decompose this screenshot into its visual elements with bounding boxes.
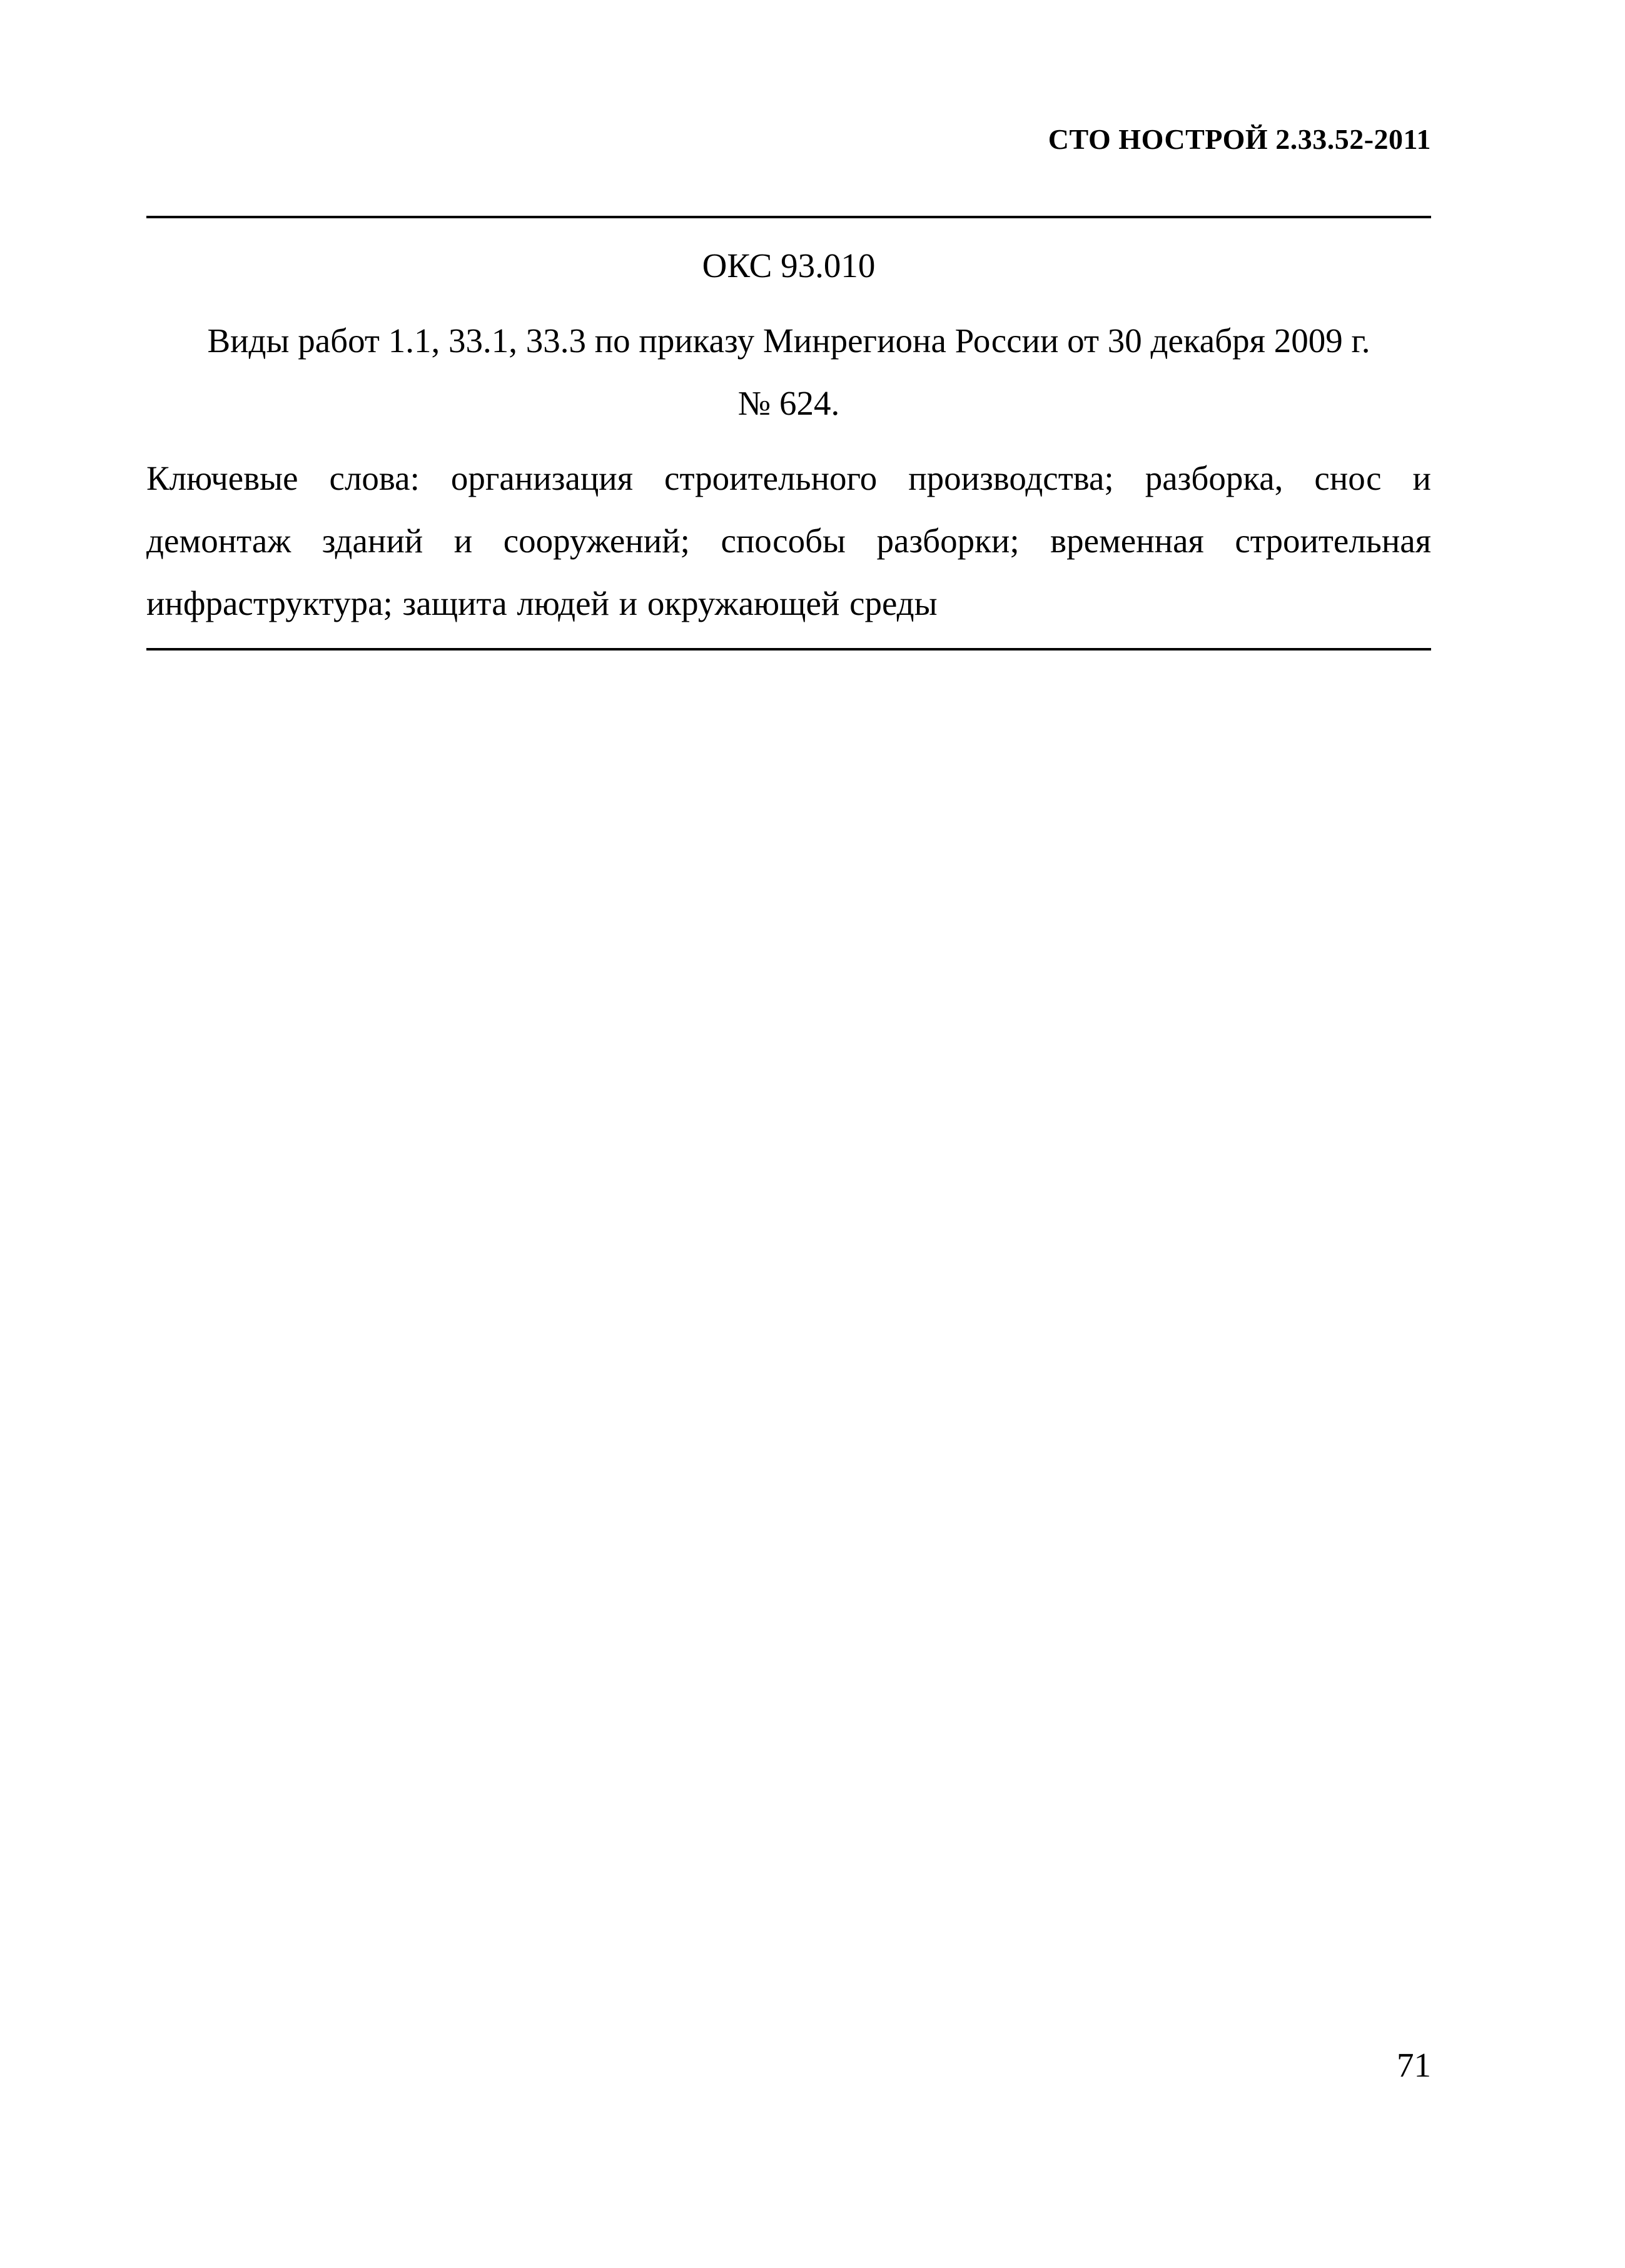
page-number: 71	[1397, 2046, 1431, 2084]
okc-code: ОКС 93.010	[702, 246, 876, 285]
works-reference-line-2: № 624.	[737, 384, 840, 422]
works-reference-line-1: Виды работ 1.1, 33.1, 33.3 по приказу Минрегиона России от 30 декабря 2009 г.	[207, 321, 1370, 360]
bottom-divider	[146, 648, 1431, 651]
keywords-paragraph: Ключевые слова: организация строительного производства; разборка, снос и демонтаж зданий и сооружений; способы разборки; временная строительная инфраструктура; защита людей и окружающей среды	[146, 459, 1431, 622]
works-reference	[146, 310, 1431, 435]
top-divider	[146, 216, 1431, 218]
standard-code: СТО НОСТРОЙ 2.33.52-2011	[1048, 123, 1431, 155]
